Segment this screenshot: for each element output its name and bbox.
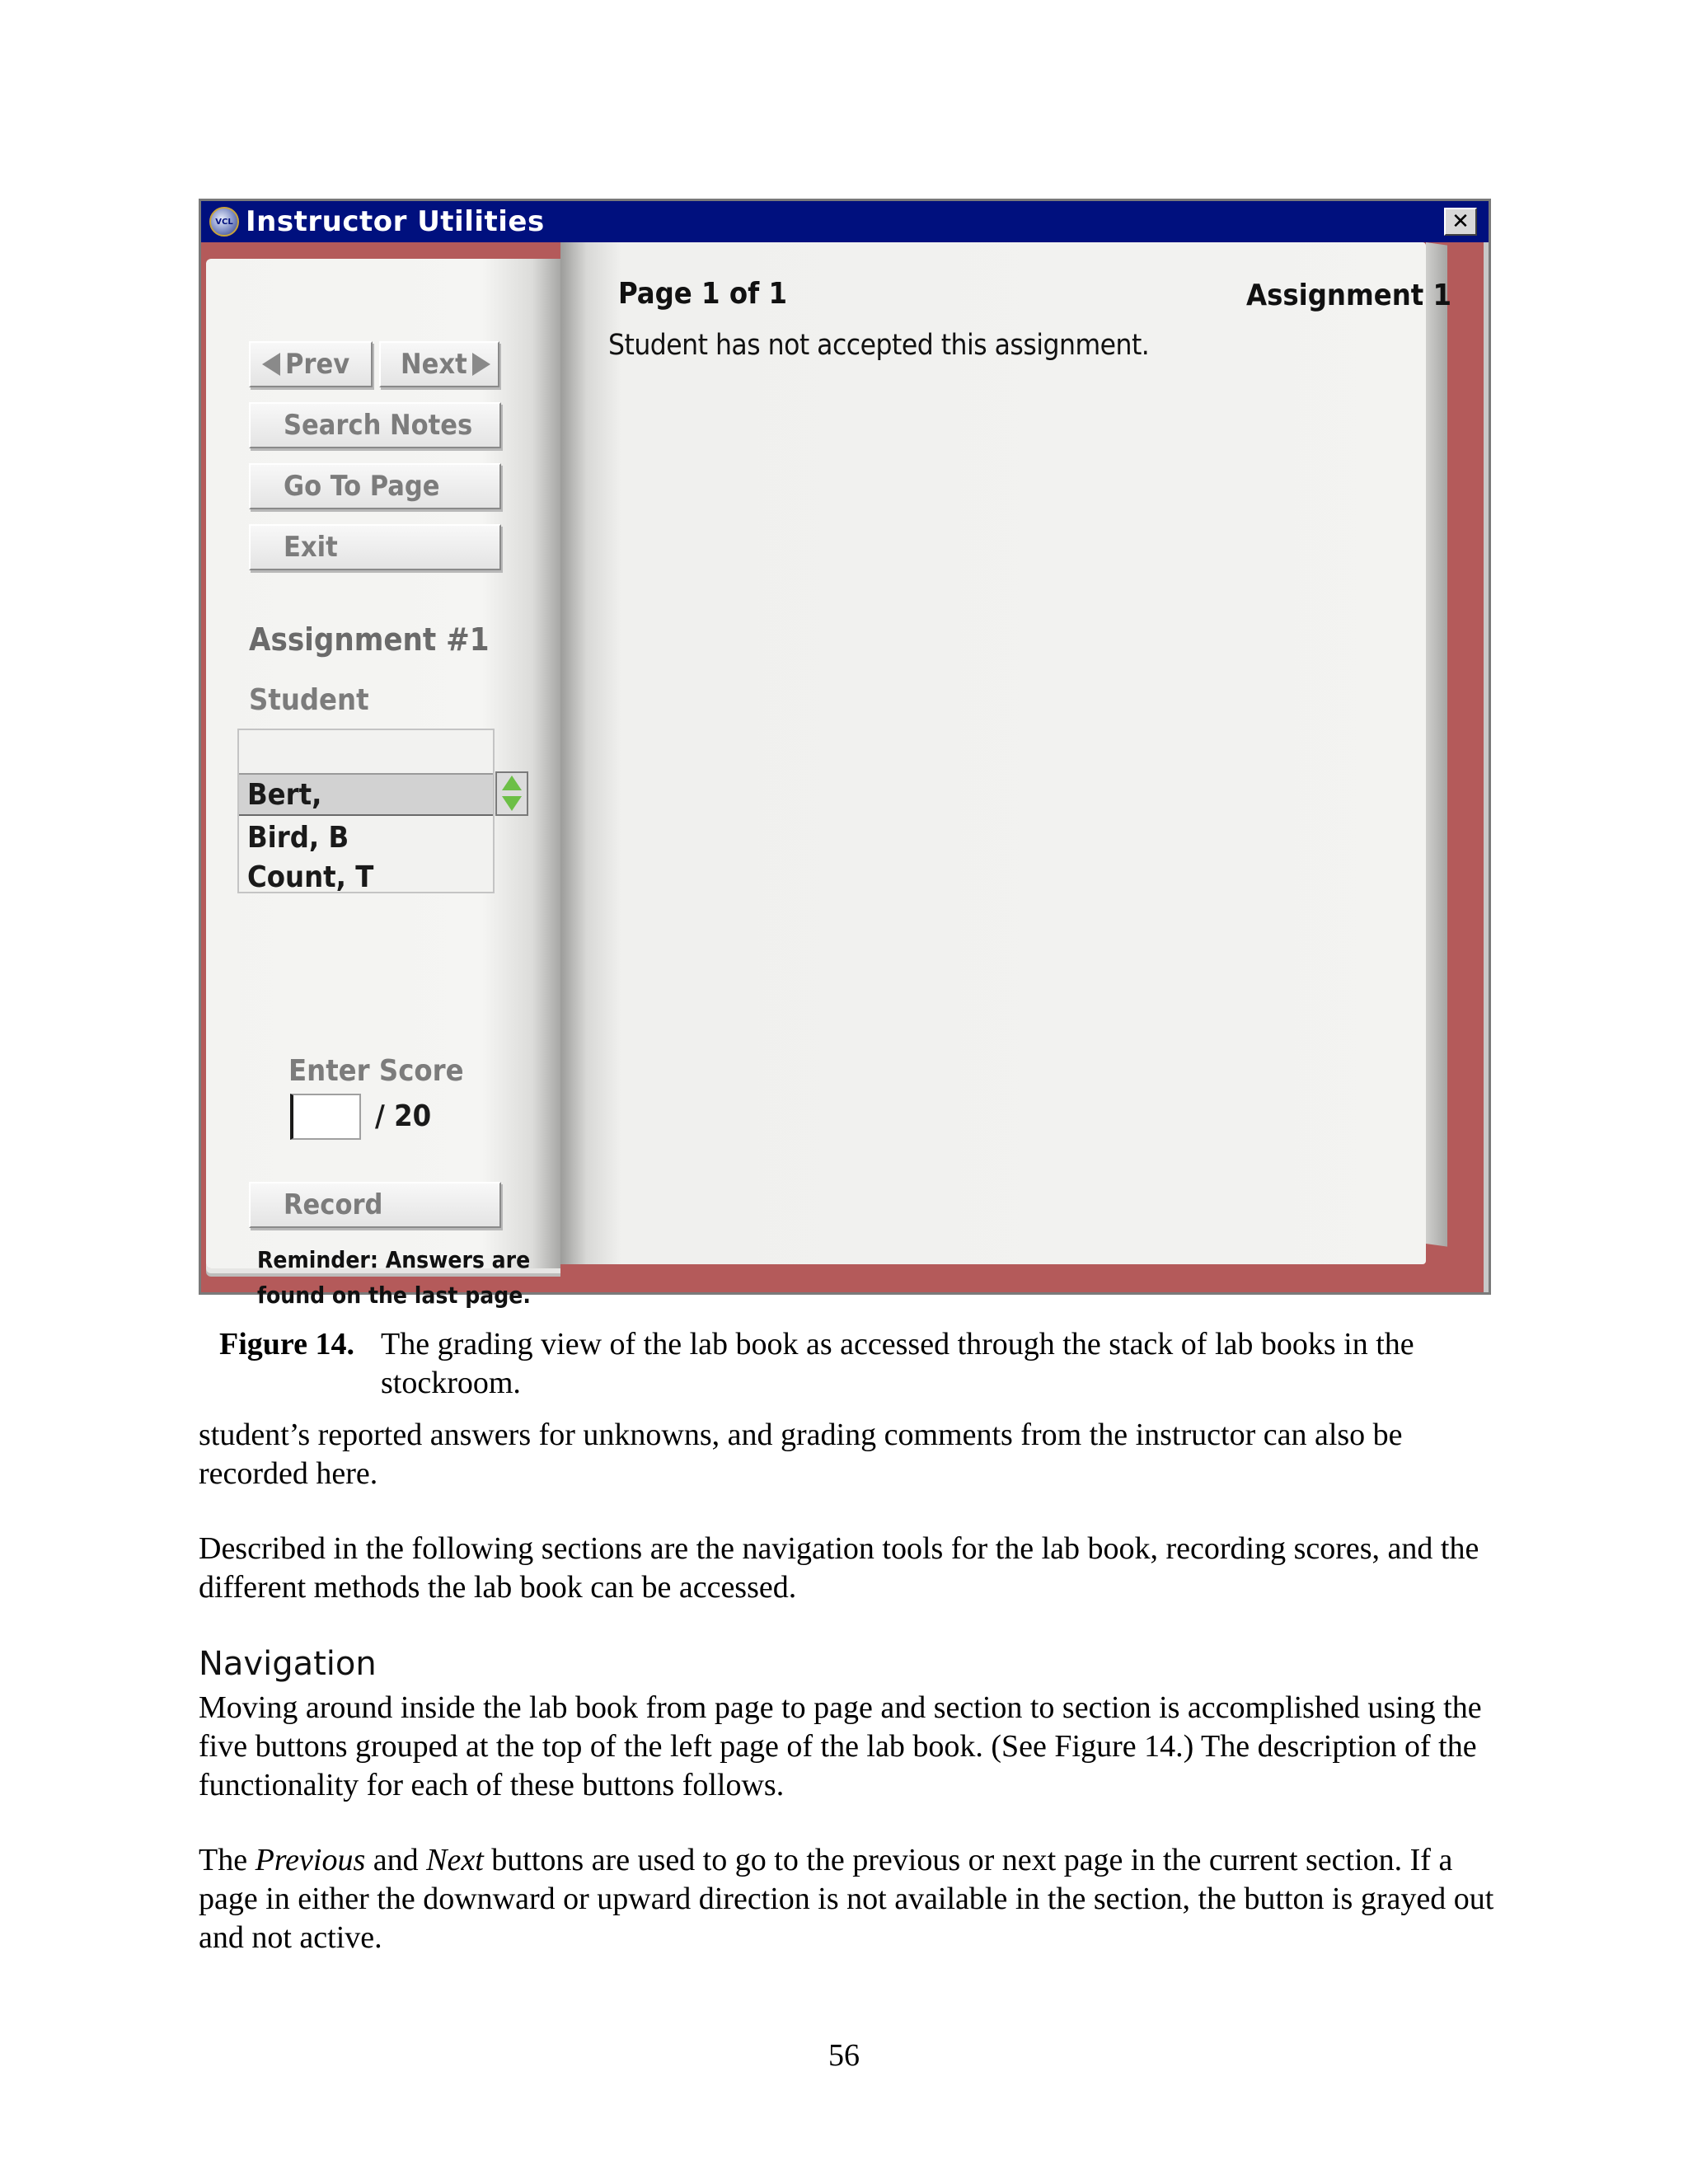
close-icon: ✕ (1451, 209, 1470, 234)
enter-score-label: Enter Score (288, 1054, 464, 1088)
page-indicator: Page 1 of 1 (618, 277, 787, 311)
student-scroll-spinner[interactable] (495, 771, 528, 816)
app-logo-icon: VCL (209, 207, 239, 237)
student-list[interactable] (237, 729, 495, 893)
score-input[interactable] (290, 1094, 361, 1140)
arrow-right-icon (472, 353, 490, 376)
paragraph: student’s reported answers for unknowns, and grading comments from the instructor can also be recorded here. (199, 1418, 1403, 1491)
student-list-item-selected[interactable]: Bert, (239, 773, 493, 816)
score-max: / 20 (375, 1099, 432, 1133)
figure-caption-text: The grading view of the lab book as accessed through the stack of lab books in the stockroom. (381, 1327, 1414, 1400)
arrow-left-icon (262, 353, 280, 376)
close-button[interactable] (1444, 208, 1477, 236)
lab-book-left-page (206, 259, 560, 1309)
student-list-item[interactable]: Count, T (247, 860, 374, 894)
assignment-indicator: Assignment 1 (1246, 279, 1452, 312)
assignment-status-text: Student has not accepted this assignment. (608, 329, 1150, 362)
search-notes-button[interactable] (249, 402, 501, 448)
reminder-text: Reminder: Answers are found on the last page. (257, 1246, 531, 1309)
title-bar (201, 201, 1489, 242)
figure-label: Figure 14. (219, 1327, 354, 1361)
assignment-label: Assignment #1 (249, 621, 490, 658)
window-frame-edge (1484, 242, 1489, 1292)
window-title: Instructor Utilities (246, 205, 545, 238)
exit-label: Exit (284, 531, 338, 564)
previous-term: Previous (255, 1843, 366, 1877)
student-list-item[interactable] (239, 730, 493, 770)
record-button[interactable] (249, 1182, 501, 1228)
instructor-utilities-window (199, 199, 1491, 1309)
paragraph-text: buttons are used to go to the previous or next page in the current section. If a page in either the downward or upward direction is not available in the section, the button is grayed out and not active. (199, 1843, 1494, 1955)
section-heading: Navigation (199, 1645, 377, 1683)
search-notes-label: Search Notes (284, 409, 473, 442)
record-label: Record (284, 1188, 383, 1221)
student-list-item[interactable]: Bird, B (247, 820, 349, 855)
go-to-page-button[interactable] (249, 463, 501, 509)
page-number: 56 (828, 2038, 860, 2073)
arrow-down-icon[interactable] (502, 796, 522, 811)
arrow-up-icon[interactable] (502, 776, 522, 790)
paragraph: Moving around inside the lab book from page to page and section to section is accomplished using the five buttons grouped at the top of the left page of the lab book. (See Figure 14.) The description of the functionality for each of these buttons follows. (199, 1690, 1482, 1802)
prev-button-label: Prev (285, 348, 350, 381)
next-button-label: Next (401, 348, 467, 381)
exit-button[interactable] (249, 524, 501, 570)
paragraph (199, 1841, 1501, 1957)
paragraph: Described in the following sections are the navigation tools for the lab book, recording scores, and the different methods the lab book can be accessed. (199, 1531, 1479, 1605)
paragraph-text: The (199, 1843, 256, 1877)
prev-button[interactable] (249, 341, 373, 387)
next-button[interactable] (379, 341, 499, 387)
student-label: Student (249, 683, 369, 717)
paragraph-text: and (365, 1843, 427, 1877)
next-term: Next (426, 1843, 484, 1877)
book-page-edge (1426, 242, 1447, 1247)
lab-book-right-page (560, 242, 1426, 1264)
go-to-page-label: Go To Page (284, 470, 440, 503)
